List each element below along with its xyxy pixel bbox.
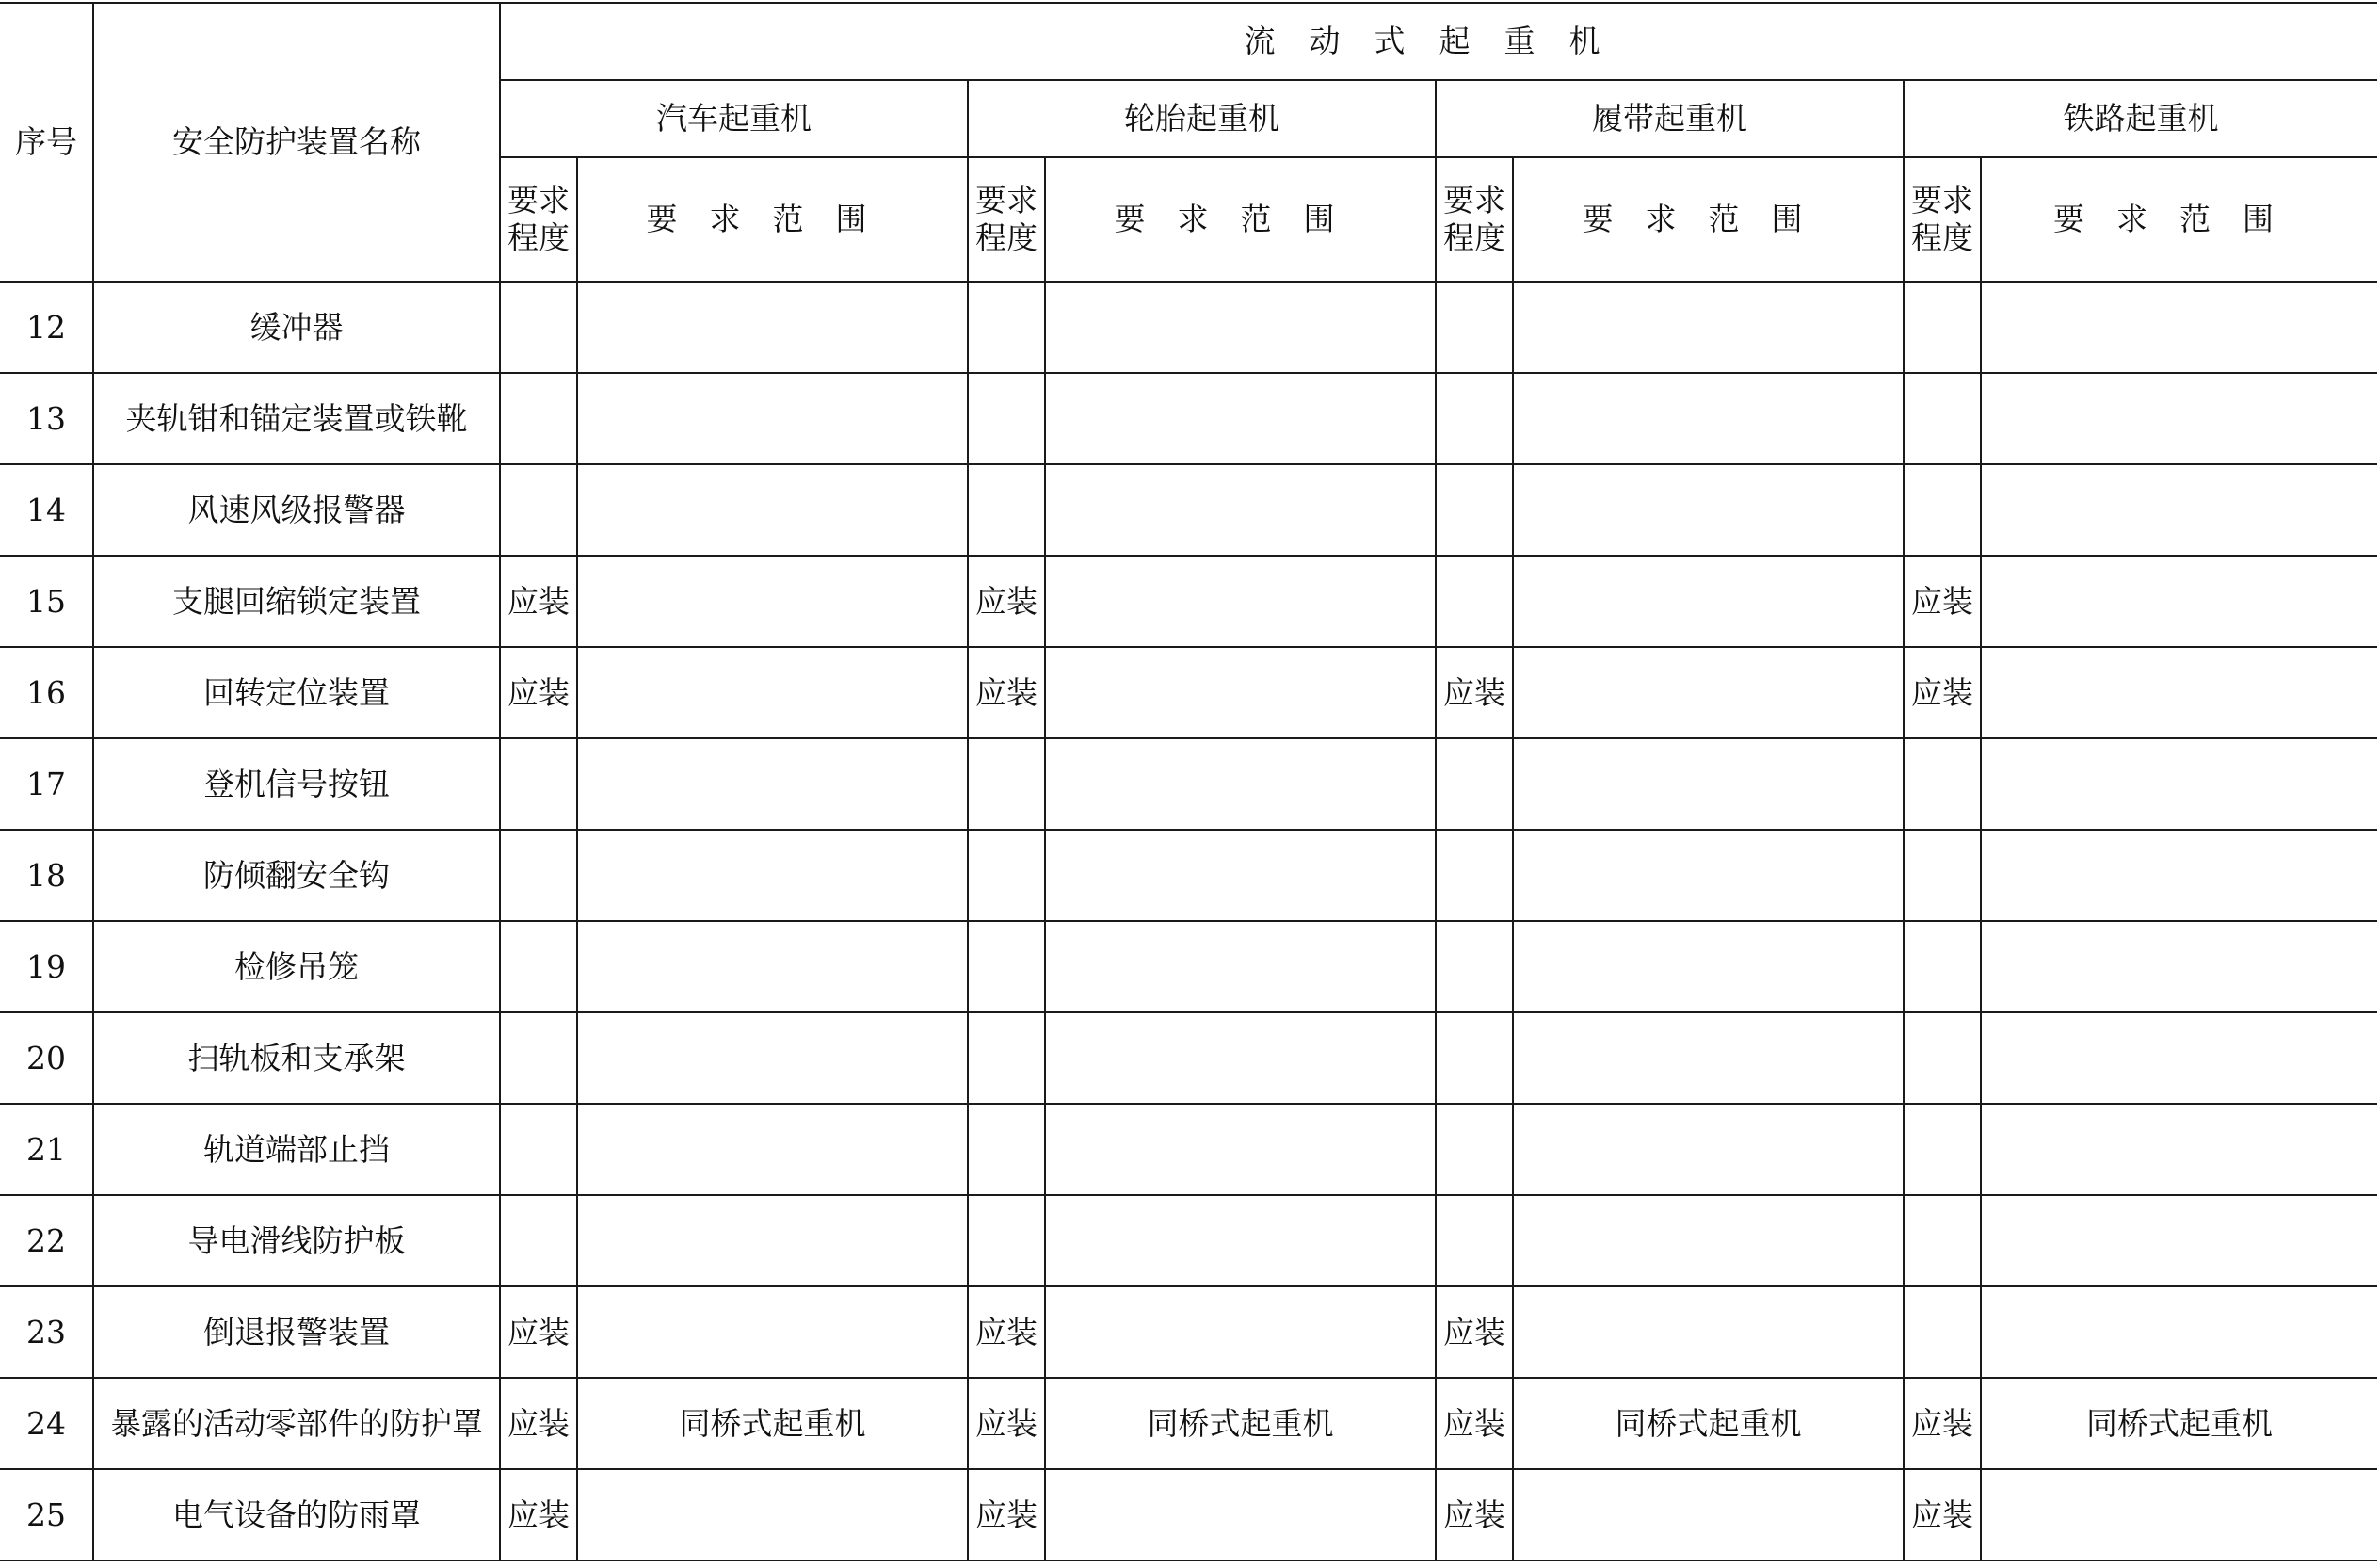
row-seq: 18 [0, 830, 93, 921]
table-row [0, 738, 2377, 830]
cell-degree [968, 1104, 1045, 1195]
row-device-name: 电气设备的防雨罩 [93, 1469, 500, 1560]
cell-scope [1513, 1195, 1904, 1286]
cell-degree [1904, 464, 1981, 556]
cell-scope [1045, 738, 1436, 830]
table-row [0, 1469, 2377, 1560]
cell-scope [577, 830, 968, 921]
cell-scope [1513, 647, 1904, 738]
cell-degree [968, 830, 1045, 921]
cell-scope [1045, 1286, 1436, 1378]
cell-degree: 应装 [500, 1286, 577, 1378]
row-seq: 20 [0, 1012, 93, 1104]
row-seq: 12 [0, 282, 93, 373]
cell-scope [1981, 1286, 2377, 1378]
table-row [0, 830, 2377, 921]
cell-scope [1045, 464, 1436, 556]
cell-scope [1981, 830, 2377, 921]
row-device-name: 回转定位装置 [93, 647, 500, 738]
row-seq: 16 [0, 647, 93, 738]
cell-scope [1045, 830, 1436, 921]
header-scope: 要求范围 [1045, 157, 1436, 282]
header-type-crawler: 履带起重机 [1436, 80, 1904, 157]
row-device-name: 夹轨钳和锚定装置或铁靴 [93, 373, 500, 464]
header-scope: 要求范围 [577, 157, 968, 282]
cell-degree [500, 282, 577, 373]
cell-degree: 应装 [500, 1469, 577, 1560]
cell-degree: 应装 [1436, 1286, 1513, 1378]
cell-degree [1436, 738, 1513, 830]
row-seq: 22 [0, 1195, 93, 1286]
cell-degree [1904, 373, 1981, 464]
cell-scope [1981, 921, 2377, 1012]
row-seq: 14 [0, 464, 93, 556]
cell-scope [577, 1469, 968, 1560]
cell-scope [1513, 738, 1904, 830]
row-seq: 17 [0, 738, 93, 830]
cell-degree [1436, 921, 1513, 1012]
cell-degree [1904, 282, 1981, 373]
table-row [0, 1012, 2377, 1104]
row-seq: 23 [0, 1286, 93, 1378]
row-device-name: 扫轨板和支承架 [93, 1012, 500, 1104]
cell-scope [1513, 282, 1904, 373]
cell-degree: 应装 [1436, 1469, 1513, 1560]
cell-degree [1904, 921, 1981, 1012]
cell-degree [500, 1104, 577, 1195]
cell-degree [1436, 1012, 1513, 1104]
row-device-name: 缓冲器 [93, 282, 500, 373]
table-row [0, 1378, 2377, 1469]
cell-degree [1436, 464, 1513, 556]
cell-degree: 应装 [968, 1378, 1045, 1469]
table-row [0, 464, 2377, 556]
row-device-name: 暴露的活动零部件的防护罩 [93, 1378, 500, 1469]
cell-degree: 应装 [968, 556, 1045, 647]
cell-scope [1981, 1104, 2377, 1195]
cell-degree [968, 1195, 1045, 1286]
cell-degree [968, 464, 1045, 556]
cell-degree [500, 373, 577, 464]
cell-scope [1513, 921, 1904, 1012]
header-type-tyre: 轮胎起重机 [968, 80, 1436, 157]
cell-scope [1981, 647, 2377, 738]
row-device-name: 轨道端部止挡 [93, 1104, 500, 1195]
cell-scope [1981, 282, 2377, 373]
cell-degree [500, 1012, 577, 1104]
cell-degree: 应装 [1436, 647, 1513, 738]
table-row [0, 282, 2377, 373]
header-scope: 要求范围 [1513, 157, 1904, 282]
cell-scope [1045, 1104, 1436, 1195]
header-degree: 要求 程度 [1436, 157, 1513, 282]
cell-scope [577, 464, 968, 556]
row-device-name: 导电滑线防护板 [93, 1195, 500, 1286]
table-row [0, 373, 2377, 464]
cell-degree [1904, 1104, 1981, 1195]
header-scope: 要求范围 [1981, 157, 2377, 282]
table-row [0, 556, 2377, 647]
cell-scope [577, 556, 968, 647]
cell-degree [1904, 738, 1981, 830]
row-device-name: 风速风级报警器 [93, 464, 500, 556]
cell-scope [577, 282, 968, 373]
table-row [0, 1286, 2377, 1378]
row-seq: 25 [0, 1469, 93, 1560]
cell-degree: 应装 [1904, 1469, 1981, 1560]
table-row [0, 647, 2377, 738]
safety-device-table [0, 2, 2377, 1561]
header-type-truck: 汽车起重机 [500, 80, 968, 157]
cell-scope [1513, 1104, 1904, 1195]
cell-degree [968, 921, 1045, 1012]
cell-scope [1981, 556, 2377, 647]
cell-scope [1513, 830, 1904, 921]
cell-scope [1513, 1286, 1904, 1378]
cell-scope [577, 1012, 968, 1104]
row-seq: 13 [0, 373, 93, 464]
cell-degree [1436, 830, 1513, 921]
cell-degree [1904, 830, 1981, 921]
cell-scope [1981, 1469, 2377, 1560]
row-seq: 15 [0, 556, 93, 647]
row-device-name: 支腿回缩锁定装置 [93, 556, 500, 647]
cell-scope [1045, 1012, 1436, 1104]
row-device-name: 检修吊笼 [93, 921, 500, 1012]
cell-degree [500, 1195, 577, 1286]
cell-scope [1045, 1195, 1436, 1286]
cell-degree: 应装 [500, 556, 577, 647]
cell-degree: 应装 [1904, 556, 1981, 647]
cell-degree [1904, 1012, 1981, 1104]
cell-degree [1436, 1195, 1513, 1286]
cell-scope [577, 1195, 968, 1286]
cell-scope: 同桥式起重机 [1513, 1378, 1904, 1469]
cell-scope [1045, 282, 1436, 373]
header-seq: 序号 [0, 3, 93, 282]
cell-degree: 应装 [500, 1378, 577, 1469]
cell-degree [1436, 556, 1513, 647]
cell-degree [500, 830, 577, 921]
cell-scope [1045, 556, 1436, 647]
cell-degree: 应装 [968, 1469, 1045, 1560]
cell-degree [500, 921, 577, 1012]
table-row [0, 921, 2377, 1012]
cell-degree [968, 373, 1045, 464]
cell-scope [577, 1104, 968, 1195]
cell-degree [500, 738, 577, 830]
cell-scope [1981, 373, 2377, 464]
header-degree: 要求 程度 [1904, 157, 1981, 282]
header-degree: 要求 程度 [500, 157, 577, 282]
cell-scope [1045, 647, 1436, 738]
cell-degree: 应装 [968, 1286, 1045, 1378]
cell-scope [1981, 1195, 2377, 1286]
row-device-name: 防倾翻安全钩 [93, 830, 500, 921]
cell-degree: 应装 [1904, 647, 1981, 738]
cell-degree [968, 1012, 1045, 1104]
cell-degree [1904, 1286, 1981, 1378]
cell-scope [1513, 1469, 1904, 1560]
cell-scope: 同桥式起重机 [1981, 1378, 2377, 1469]
cell-scope [1513, 1012, 1904, 1104]
cell-degree [1904, 1195, 1981, 1286]
cell-scope [1981, 1012, 2377, 1104]
row-device-name: 倒退报警装置 [93, 1286, 500, 1378]
header-degree: 要求 程度 [968, 157, 1045, 282]
cell-scope [577, 1286, 968, 1378]
cell-degree [1436, 373, 1513, 464]
cell-degree [968, 738, 1045, 830]
cell-degree: 应装 [1436, 1378, 1513, 1469]
cell-scope [1045, 373, 1436, 464]
cell-degree [500, 464, 577, 556]
cell-scope [577, 373, 968, 464]
header-type-railway: 铁路起重机 [1904, 80, 2377, 157]
cell-scope [577, 921, 968, 1012]
cell-degree: 应装 [500, 647, 577, 738]
cell-degree [968, 282, 1045, 373]
cell-degree: 应装 [1904, 1378, 1981, 1469]
cell-scope [1981, 738, 2377, 830]
header-device-name: 安全防护装置名称 [93, 3, 500, 282]
table-row [0, 1195, 2377, 1286]
cell-scope [1045, 921, 1436, 1012]
cell-scope: 同桥式起重机 [577, 1378, 968, 1469]
row-seq: 24 [0, 1378, 93, 1469]
row-seq: 21 [0, 1104, 93, 1195]
cell-scope [577, 738, 968, 830]
cell-scope [1513, 464, 1904, 556]
cell-degree [1436, 1104, 1513, 1195]
cell-degree [1436, 282, 1513, 373]
cell-degree: 应装 [968, 647, 1045, 738]
row-seq: 19 [0, 921, 93, 1012]
cell-scope [1045, 1469, 1436, 1560]
header-mobile-crane: 流动式起重机 [500, 3, 2377, 80]
cell-scope [577, 647, 968, 738]
row-device-name: 登机信号按钮 [93, 738, 500, 830]
header-row-group [0, 3, 2377, 80]
cell-scope: 同桥式起重机 [1045, 1378, 1436, 1469]
table-row [0, 1104, 2377, 1195]
cell-scope [1981, 464, 2377, 556]
cell-scope [1513, 373, 1904, 464]
cell-scope [1513, 556, 1904, 647]
